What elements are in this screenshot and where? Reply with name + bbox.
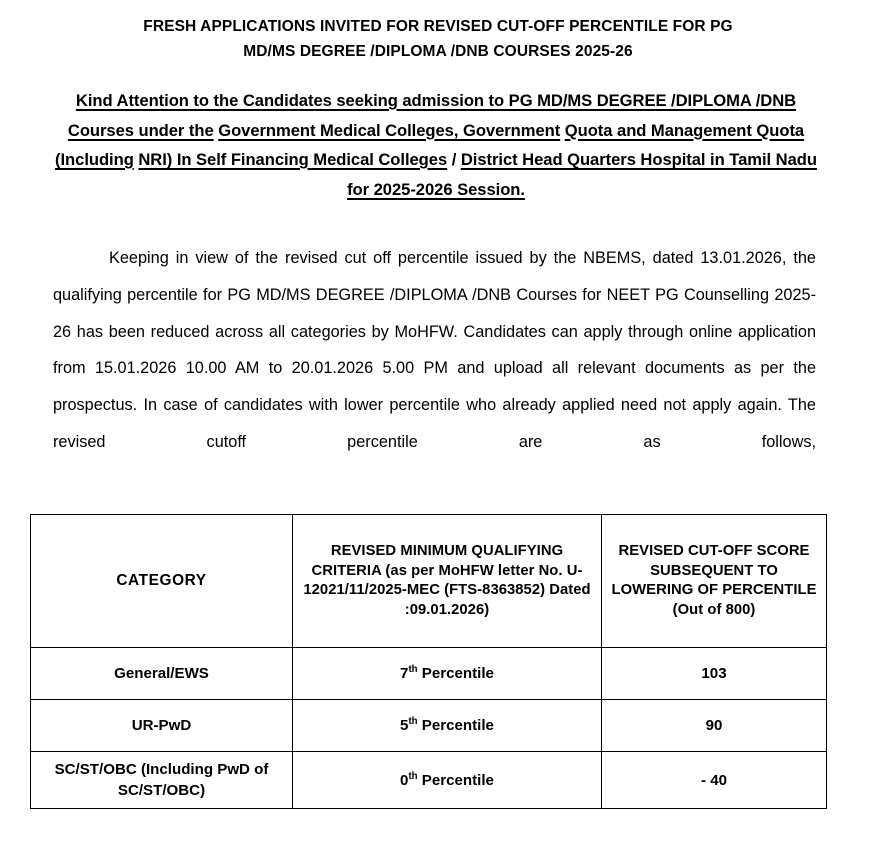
document-title	[60, 14, 816, 64]
table-body	[31, 648, 827, 809]
body-paragraph: Keeping in view of the revised cut off percentile issued by the NBEMS, dated 13.01.2026, the qualifying percentile for PG MD/MS DEGREE /DIPLOMA /DNB Courses for NEET PG Counselling 2025-26 has been reduced across all categories by MoHFW. Candidates can apply through online application from 15.01.2026 10.00 AM to 20.01.2026 5.00 PM and upload all relevant documents as per the prospectus. In case of candidates with lower percentile who already applied need not apply again. The revised cutoff percentile are as follows,	[53, 249, 816, 451]
table-header-row	[31, 515, 827, 648]
table-row	[31, 752, 827, 809]
cutoff-table	[30, 514, 827, 809]
attention-segment-4: NRI) In Self Financing Medical Colleges	[138, 150, 448, 169]
cell-score: 103	[602, 648, 827, 700]
column-header-score: REVISED CUT-OFF SCORE SUBSEQUENT TO LOWERING OF PERCENTILE (Out of 800)	[602, 515, 827, 648]
attention-segment-1: Kind Attention to the Candidates seeking admission to PG MD/MS DEGREE /DIPLOMA /DNB Courses under the	[67, 91, 797, 140]
cell-criteria	[293, 752, 602, 809]
percentile-ordinal: th	[408, 770, 418, 782]
attention-segment-2: Government Medical Colleges, Government	[218, 120, 561, 140]
cell-score: - 40	[602, 752, 827, 809]
percentile-word: Percentile	[417, 771, 494, 789]
table-row	[31, 648, 827, 700]
cell-score: 90	[602, 700, 827, 752]
attention-slash: /	[451, 150, 457, 169]
attention-segment-3: Quota and Management Quota (Including	[55, 120, 805, 169]
cell-category: UR-PwD	[31, 700, 293, 752]
document-title-line-2: MD/MS DEGREE /DIPLOMA /DNB COURSES 2025-26	[243, 43, 633, 60]
cell-category: General/EWS	[31, 648, 293, 700]
attention-heading	[48, 86, 824, 204]
cell-criteria	[293, 648, 602, 700]
percentile-value: 0	[400, 771, 409, 789]
attention-segment-5: District Head Quarters Hospital in Tamil Nadu for 2025-2026 Session.	[347, 150, 817, 199]
percentile-word: Percentile	[417, 717, 494, 734]
percentile-ordinal: th	[408, 715, 418, 727]
document-title-line-1: FRESH APPLICATIONS INVITED FOR REVISED CUT-OFF PERCENTILE FOR PG	[143, 18, 733, 35]
column-header-criteria: REVISED MINIMUM QUALIFYING CRITERIA (as per MoHFW letter No. U-12021/11/2025-MEC (FTS-8363852) Dated :09.01.2026)	[293, 515, 602, 648]
percentile-value: 7	[400, 665, 409, 682]
percentile-ordinal: th	[408, 663, 418, 675]
column-header-category: CATEGORY	[31, 515, 293, 648]
percentile-word: Percentile	[417, 665, 494, 682]
table-header	[31, 515, 827, 648]
percentile-value: 5	[400, 717, 409, 734]
cell-criteria	[293, 700, 602, 752]
table-row	[31, 700, 827, 752]
cell-category: SC/ST/OBC (Including PwD of SC/ST/OBC)	[31, 752, 293, 809]
